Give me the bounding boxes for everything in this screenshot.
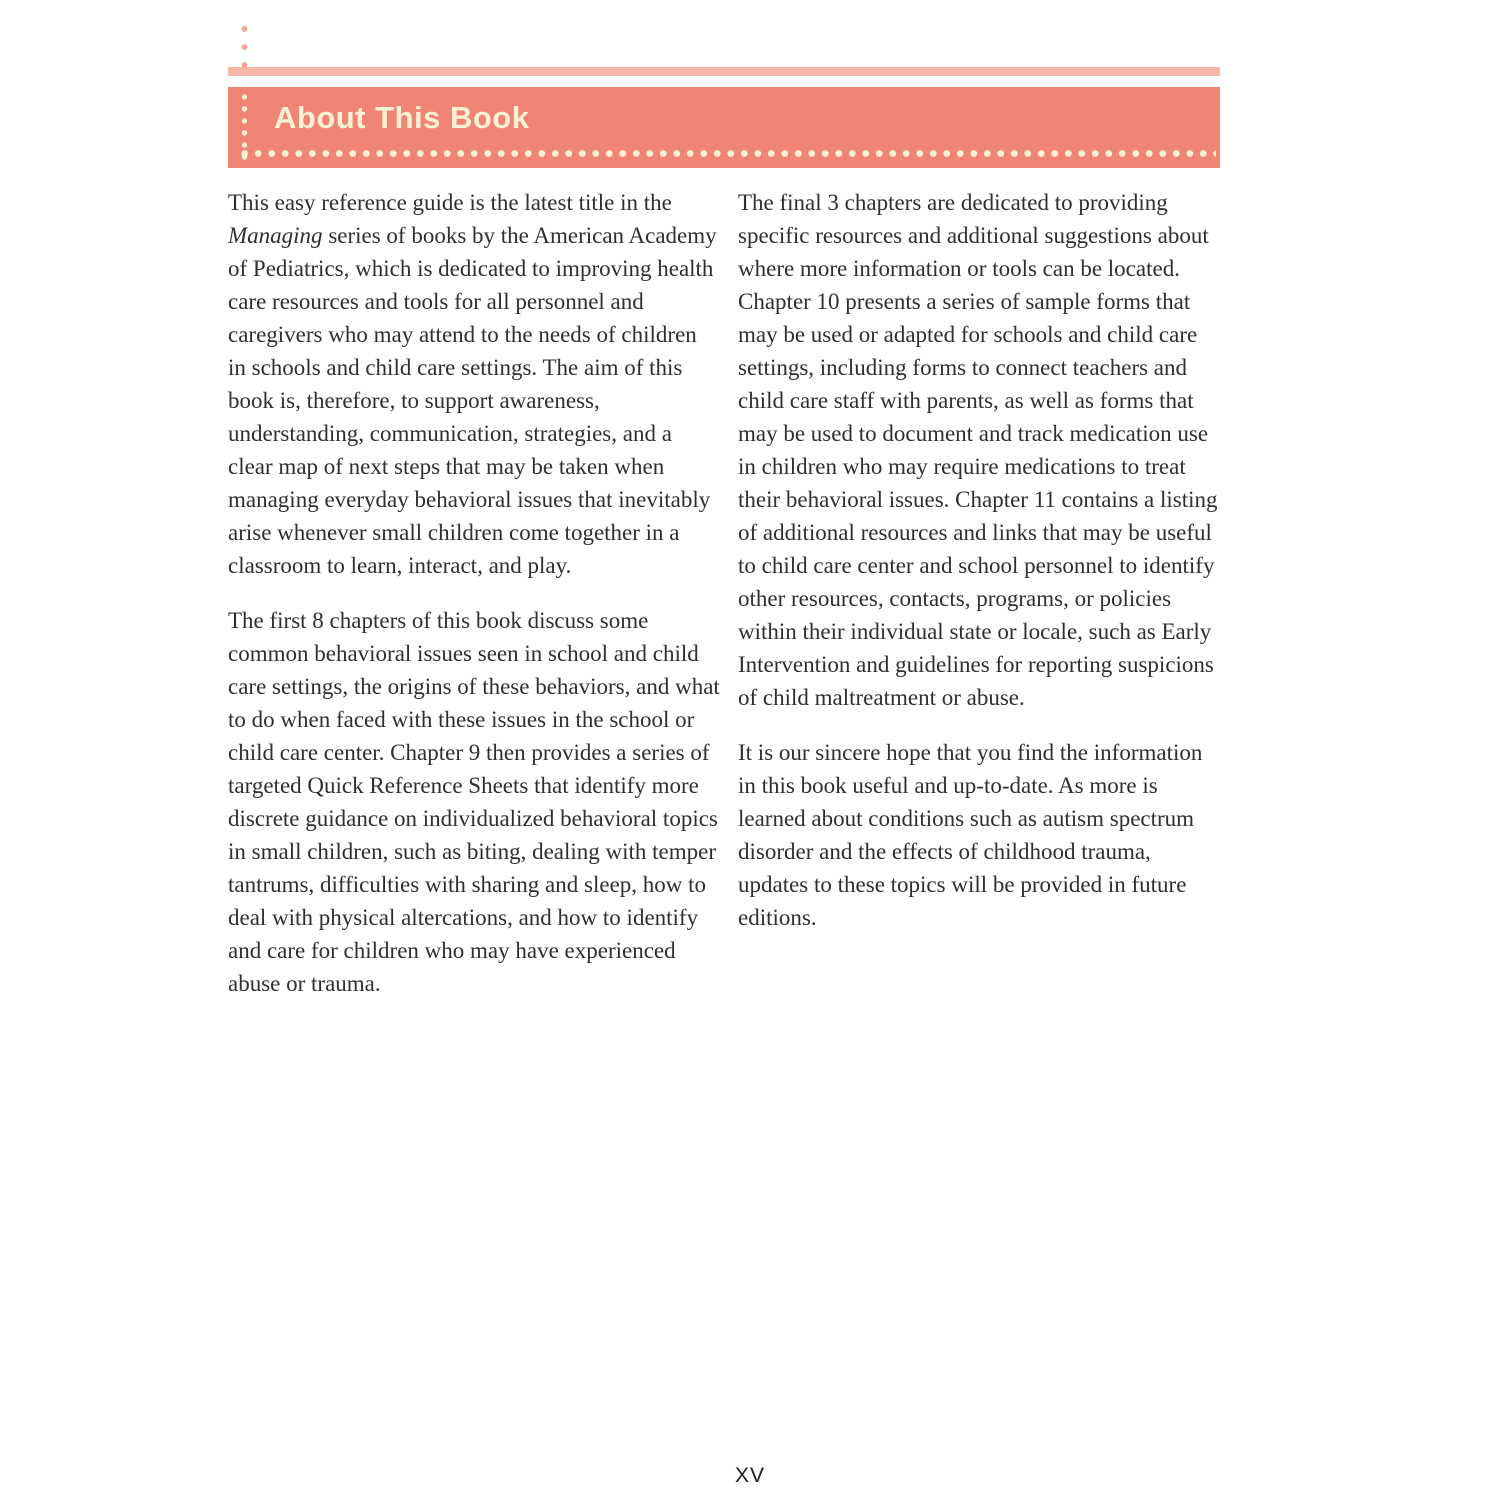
page-title: About This Book: [274, 100, 530, 135]
dotted-row-decoration-icon: [238, 149, 1216, 158]
paragraph-final-chapters: The final 3 chapters are dedicated to providing specific resources and additional suggestions about where more information or tools can be located. Chapter 10 presents a series of sample forms that may be used or adapted for schools and child care settings, including forms to connect teachers and child care staff with parents, as well as forms that may be used to document and track medication use in children who may require medications to treat their behavioral issues. Chapter 11 contains a listing of additional resources and links that may be useful to child care center and school personnel to identify other resources, contacts, programs, or policies within their individual state or locale, such as Early Intervention and guidelines for reporting suspicions of child maltreatment or abuse.: [738, 190, 1218, 710]
book-series-name: Managing: [228, 223, 323, 248]
paragraph-chapters-overview: The first 8 chapters of this book discuss some common behavioral issues seen in school and child care settings, the origins of these behaviors, and what to do when faced with these issues in the school or child care center. Chapter 9 then provides a series of targeted Quick Reference Sheets that identify more discrete guidance on individualized behavioral topics in small children, such as biting, dealing with temper tantrums, difficulties with sharing and sleep, how to deal with physical altercations, and how to identify and care for children who may have experienced abuse or trauma.: [228, 608, 720, 996]
header-accent-bar: [228, 67, 1220, 76]
paragraph-intro-prefix: This easy reference guide is the latest title in the: [228, 190, 672, 215]
paragraph-closing-hope: It is our sincere hope that you find the information in this book useful and up-to-date. As more is learned about conditions such as autism spectrum disorder and the effects of childhood trauma, updates to these topics will be provided in future editions.: [738, 740, 1203, 930]
right-text-column: [738, 186, 1224, 956]
left-text-column: [228, 186, 720, 1022]
page-number: XV: [734, 1464, 765, 1487]
paragraph-intro: [228, 186, 720, 582]
paragraph-intro-rest: series of books by the American Academy of Pediatrics, which is dedicated to improving health care resources and tools for all personnel and caregivers who may attend to the needs of children in schools and child care settings. The aim of this book is, therefore, to support awareness, understanding, communication, strategies, and a clear map of next steps that may be taken when managing everyday behavioral issues that inevitably arise whenever small children come together in a classroom to learn, interact, and play.: [228, 223, 717, 578]
vertical-dots-decoration-icon: [240, 20, 249, 68]
section-header-banner: [228, 87, 1220, 168]
